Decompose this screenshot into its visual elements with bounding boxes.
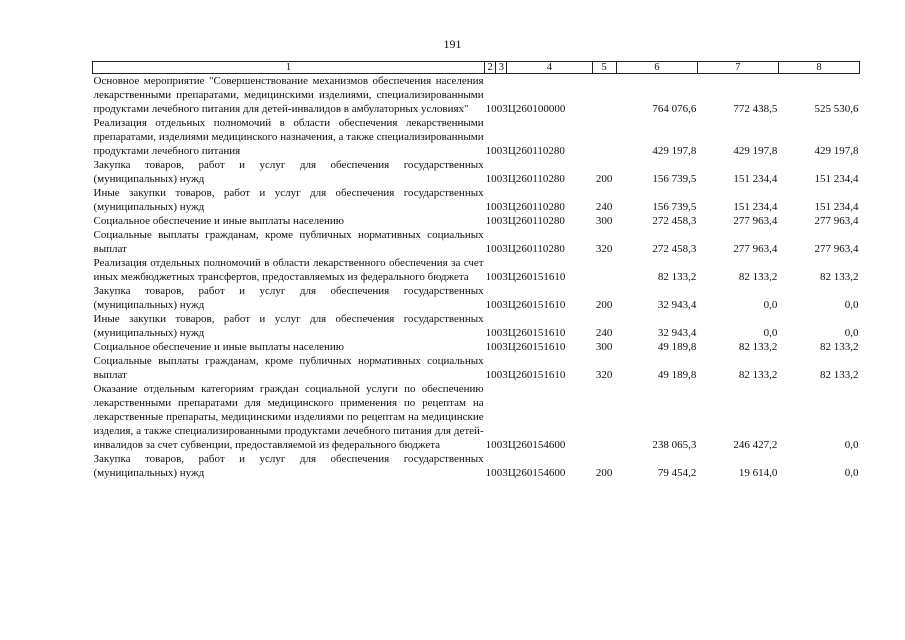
column-header: 1 [93, 62, 485, 74]
subsection-code: 03 [496, 439, 508, 451]
table-row [93, 340, 860, 354]
amount-year-3: 0,0 [844, 327, 859, 339]
amount-year-2: 429 197,8 [733, 145, 778, 157]
row-name: Иные закупки товаров, работ и услуг для обеспечения государственных (муниципальных) нужд [93, 187, 484, 213]
section-code: 10 [485, 215, 497, 227]
target-article-code: Ц260151610 [507, 299, 566, 311]
table-header-row [93, 62, 860, 74]
amount-year-1: 49 189,8 [657, 369, 697, 381]
subsection-code: 03 [496, 201, 508, 213]
target-article-code: Ц260154600 [507, 467, 566, 479]
amount-year-1: 156 739,5 [652, 173, 697, 185]
amount-year-3: 0,0 [844, 467, 859, 479]
expense-type-code: 320 [595, 369, 613, 381]
column-header: 4 [507, 62, 592, 74]
amount-year-1: 238 065,3 [652, 439, 697, 451]
target-article-code: Ц260154600 [507, 439, 566, 451]
column-header: 2 [485, 62, 496, 74]
expense-type-code: 200 [595, 467, 613, 479]
amount-year-2: 0,0 [763, 299, 778, 311]
amount-year-1: 49 189,8 [657, 341, 697, 353]
expense-type-code [592, 382, 616, 452]
target-article-code: Ц260110280 [507, 145, 565, 157]
subsection-code: 03 [496, 369, 508, 381]
target-article-code: Ц260110280 [507, 201, 565, 213]
subsection-code: 03 [496, 271, 508, 283]
subsection-code: 03 [496, 103, 508, 115]
amount-year-3: 277 963,4 [814, 243, 859, 255]
expense-type-code: 200 [595, 299, 613, 311]
table-row [93, 382, 860, 452]
amount-year-3: 82 133,2 [820, 369, 859, 381]
table-row [93, 228, 860, 256]
amount-year-2: 0,0 [763, 327, 778, 339]
table-body [93, 74, 860, 481]
amount-year-2: 277 963,4 [733, 243, 778, 255]
section-code: 10 [485, 369, 497, 381]
budget-table [92, 61, 860, 480]
section-code: 10 [485, 327, 497, 339]
row-name: Социальное обеспечение и иные выплаты населению [93, 341, 345, 353]
section-code: 10 [485, 341, 497, 353]
section-code: 10 [485, 145, 497, 157]
column-header: 5 [592, 62, 616, 74]
section-code: 10 [485, 299, 497, 311]
subsection-code: 03 [496, 243, 508, 255]
amount-year-3: 151 234,4 [814, 201, 859, 213]
expense-type-code: 240 [595, 327, 613, 339]
expense-type-code: 240 [595, 201, 613, 213]
table-row [93, 116, 860, 158]
table-row [93, 354, 860, 382]
row-name: Реализация отдельных полномочий в области обеспечения лекарственными препаратами, изделиями медицинского назначения, а также специализированными продуктами лечебного питания [93, 117, 484, 157]
section-code: 10 [485, 467, 497, 479]
target-article-code: Ц260151610 [507, 327, 566, 339]
amount-year-1: 32 943,4 [657, 327, 697, 339]
expense-type-code: 300 [595, 341, 613, 353]
row-name: Закупка товаров, работ и услуг для обеспечения государственных (муниципальных) нужд [93, 285, 484, 311]
amount-year-1: 156 739,5 [652, 201, 697, 213]
amount-year-3: 525 530,6 [814, 103, 859, 115]
target-article-code: Ц260110280 [507, 173, 565, 185]
expense-type-code [592, 116, 616, 158]
amount-year-3: 0,0 [844, 299, 859, 311]
target-article-code: Ц260100000 [507, 103, 566, 115]
amount-year-2: 277 963,4 [733, 215, 778, 227]
amount-year-2: 772 438,5 [733, 103, 778, 115]
target-article-code: Ц260151610 [507, 369, 566, 381]
row-name: Реализация отдельных полномочий в области лекарственного обеспечения за счет иных межбюджетных трансфертов, предоставляемых из федерального бюджета [93, 257, 484, 283]
amount-year-3: 0,0 [844, 439, 859, 451]
amount-year-3: 151 234,4 [814, 173, 859, 185]
table-row [93, 214, 860, 228]
expense-type-code: 300 [595, 215, 613, 227]
row-name: Оказание отдельным категориям граждан социальной услуги по обеспечению лекарственными препаратами для медицинского применения по рецептам на лекарственные препараты, медицинскими изделиями по рецептам на медицинские изделия, а также специализированными продуктами лечебного питания для детей-инвалидов за счет субвенции, предоставляемой из федерального бюджета [93, 383, 484, 451]
table-row [93, 74, 860, 117]
column-header: 7 [697, 62, 778, 74]
target-article-code: Ц260110280 [507, 215, 565, 227]
section-code: 10 [485, 201, 497, 213]
amount-year-1: 272 458,3 [652, 215, 697, 227]
table-row [93, 158, 860, 186]
amount-year-1: 429 197,8 [652, 145, 697, 157]
subsection-code: 03 [496, 173, 508, 185]
subsection-code: 03 [496, 467, 508, 479]
amount-year-1: 272 458,3 [652, 243, 697, 255]
subsection-code: 03 [496, 145, 508, 157]
target-article-code: Ц260151610 [507, 341, 566, 353]
row-name: Социальные выплаты гражданам, кроме публичных нормативных социальных выплат [93, 229, 484, 255]
target-article-code: Ц260110280 [507, 243, 565, 255]
subsection-code: 03 [496, 299, 508, 311]
amount-year-1: 82 133,2 [657, 271, 697, 283]
amount-year-2: 151 234,4 [733, 201, 778, 213]
expense-type-code: 200 [595, 173, 613, 185]
column-header: 3 [496, 62, 507, 74]
target-article-code: Ц260151610 [507, 271, 566, 283]
page-number: 191 [443, 37, 462, 51]
row-name: Основное мероприятие "Совершенствование механизмов обеспечения населения лекарственными препаратами, медицинскими изделиями, специализированными продуктами лечебного питания для детей-инвалидов в амбулаторных условиях" [93, 75, 484, 115]
subsection-code: 03 [496, 341, 508, 353]
table-row [93, 312, 860, 340]
amount-year-1: 32 943,4 [657, 299, 697, 311]
column-header: 6 [616, 62, 697, 74]
row-name: Закупка товаров, работ и услуг для обеспечения государственных (муниципальных) нужд [93, 453, 484, 479]
row-name: Социальное обеспечение и иные выплаты населению [93, 215, 345, 227]
row-name: Иные закупки товаров, работ и услуг для обеспечения государственных (муниципальных) нужд [93, 313, 484, 339]
amount-year-1: 79 454,2 [657, 467, 697, 479]
amount-year-3: 82 133,2 [820, 341, 859, 353]
amount-year-3: 429 197,8 [814, 145, 859, 157]
amount-year-2: 19 614,0 [738, 467, 778, 479]
amount-year-2: 82 133,2 [738, 271, 778, 283]
table-row [93, 284, 860, 312]
amount-year-2: 82 133,2 [738, 369, 778, 381]
table-row [93, 452, 860, 480]
subsection-code: 03 [496, 215, 508, 227]
amount-year-2: 151 234,4 [733, 173, 778, 185]
section-code: 10 [485, 103, 497, 115]
amount-year-1: 764 076,6 [652, 103, 697, 115]
section-code: 10 [485, 173, 497, 185]
expense-type-code [592, 74, 616, 117]
amount-year-3: 277 963,4 [814, 215, 859, 227]
table-row [93, 186, 860, 214]
subsection-code: 03 [496, 327, 508, 339]
row-name: Закупка товаров, работ и услуг для обеспечения государственных (муниципальных) нужд [93, 159, 484, 185]
amount-year-2: 82 133,2 [738, 341, 778, 353]
expense-type-code: 320 [595, 243, 613, 255]
column-header: 8 [778, 62, 859, 74]
amount-year-3: 82 133,2 [820, 271, 859, 283]
row-name: Социальные выплаты гражданам, кроме публичных нормативных социальных выплат [93, 355, 484, 381]
section-code: 10 [485, 439, 497, 451]
expense-type-code [592, 256, 616, 284]
section-code: 10 [485, 271, 497, 283]
table-row [93, 256, 860, 284]
section-code: 10 [485, 243, 497, 255]
amount-year-2: 246 427,2 [733, 439, 778, 451]
